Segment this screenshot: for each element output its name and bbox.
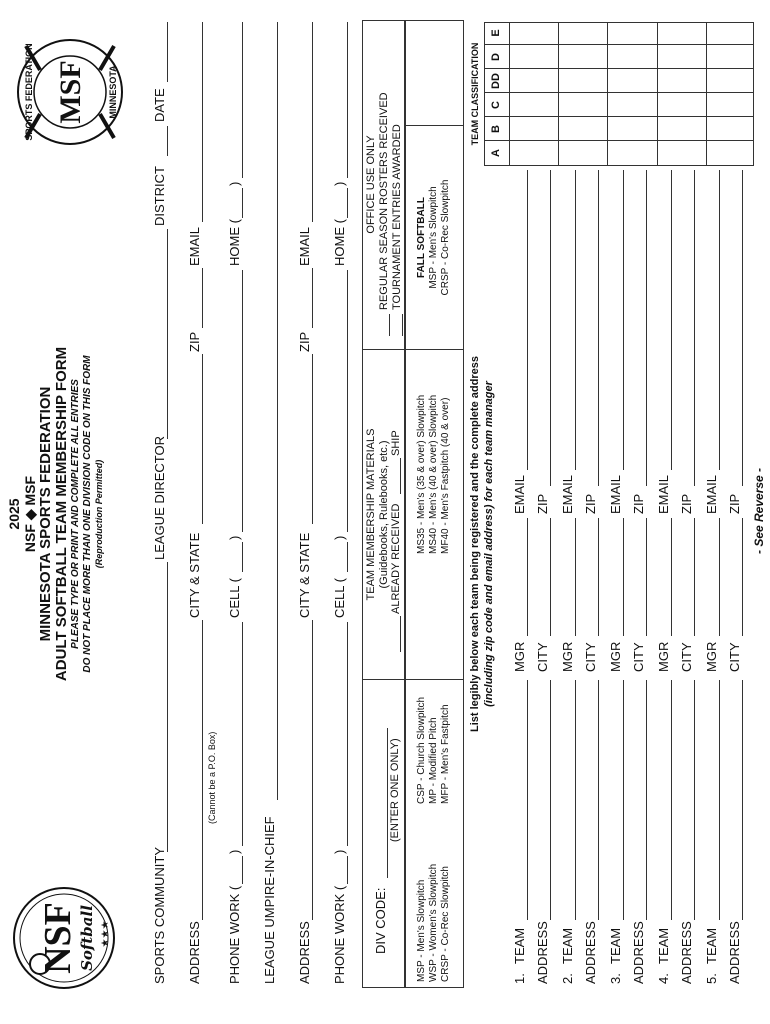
- manager-address-field[interactable]: [550, 680, 551, 920]
- team-number: 3.: [608, 973, 623, 984]
- director-cell-phone-field[interactable]: [242, 270, 243, 532]
- director-address-label: ADDRESS: [187, 921, 202, 984]
- director-email-field[interactable]: [202, 22, 203, 222]
- division-code: MSP - Men's Slowpitch: [428, 186, 439, 289]
- div-code-label: DIV CODE:: [373, 887, 388, 954]
- team-instructions: [468, 344, 496, 744]
- division-code: MS40 - Men's (40 & over) Slowpitch: [428, 394, 439, 554]
- classification-cell[interactable]: [509, 45, 558, 69]
- manager-address-label: ADDRESS: [679, 921, 694, 984]
- rosters-received-label: REGULAR SEASON ROSTERS RECEIVED: [378, 92, 390, 310]
- classification-cell[interactable]: [509, 117, 558, 141]
- classification-col-d: D: [490, 53, 502, 61]
- director-city-field[interactable]: [202, 354, 203, 524]
- classification-cell[interactable]: [706, 69, 755, 93]
- director-address-field[interactable]: [202, 620, 203, 920]
- manager-zip-field[interactable]: [598, 170, 599, 486]
- office-use-title: OFFICE USE ONLY: [365, 135, 377, 234]
- manager-field[interactable]: [575, 518, 576, 636]
- manager-zip-label: ZIP: [535, 493, 550, 514]
- classification-cell[interactable]: [509, 21, 558, 45]
- manager-address-field[interactable]: [694, 680, 695, 920]
- enter-one-note: (ENTER ONE ONLY): [389, 738, 401, 842]
- form-header: [6, 184, 105, 844]
- manager-label: MGR: [560, 641, 575, 672]
- umpire-home-label: HOME (: [332, 219, 347, 266]
- left-logo-main-text: NSF: [37, 902, 79, 974]
- team-label: TEAM: [704, 927, 719, 964]
- classification-cell[interactable]: [706, 21, 755, 45]
- umpire-work-area-field[interactable]: [347, 856, 348, 884]
- manager-city-field[interactable]: [598, 518, 599, 636]
- umpire-home-area-field[interactable]: [347, 188, 348, 218]
- nsf-softball-logo-icon: [8, 882, 120, 994]
- director-work-phone-field[interactable]: [242, 622, 243, 846]
- manager-email-label: EMAIL: [704, 474, 719, 514]
- ship-label: SHIP: [390, 430, 402, 456]
- classification-cell[interactable]: [558, 141, 607, 165]
- umpire-city-field[interactable]: [312, 354, 313, 524]
- date-label: DATE: [152, 88, 167, 122]
- box-divider: [362, 679, 464, 680]
- see-reverse-note: - See Reverse -: [752, 467, 766, 554]
- classification-col-e: E: [490, 29, 502, 37]
- manager-email-field[interactable]: [719, 170, 720, 470]
- paren-close: ): [227, 535, 242, 540]
- right-logo-main-text: MSF: [54, 60, 87, 124]
- codes-col-1: [416, 864, 452, 982]
- manager-field[interactable]: [671, 518, 672, 636]
- manager-email-label: EMAIL: [512, 474, 527, 514]
- district-label: DISTRICT: [152, 166, 167, 226]
- manager-address-label: ADDRESS: [583, 921, 598, 984]
- paren-close: ): [332, 181, 347, 186]
- manager-zip-field[interactable]: [742, 170, 743, 486]
- manager-label: MGR: [656, 641, 671, 672]
- team-label: TEAM: [608, 927, 623, 964]
- classification-cell[interactable]: [607, 117, 656, 141]
- classification-cell[interactable]: [607, 21, 656, 45]
- form-instruction-3: (Reproduction Permitted): [94, 459, 104, 569]
- league-umpire-field[interactable]: [277, 22, 278, 800]
- form-year: 2025: [6, 498, 22, 530]
- team-number: 2.: [560, 973, 575, 984]
- classification-col-a: A: [490, 149, 502, 157]
- classification-cell[interactable]: [706, 45, 755, 69]
- codes-col-3: [416, 395, 452, 554]
- manager-label: MGR: [512, 641, 527, 672]
- umpire-address-label: ADDRESS: [297, 921, 312, 984]
- division-code: MS35 - Men's (35 & over) Slowpitch: [416, 394, 427, 554]
- division-code: CRSP - Co-Rec Slowpitch: [440, 179, 451, 296]
- manager-email-field[interactable]: [527, 170, 528, 470]
- classification-cell[interactable]: [558, 117, 607, 141]
- manager-city-field[interactable]: [550, 518, 551, 636]
- materials-subtitle: (Guidebooks, Rulebooks, etc.): [378, 440, 390, 589]
- director-home-label: HOME (: [227, 219, 242, 266]
- team-number: 5.: [704, 973, 719, 984]
- div-code-field[interactable]: [387, 728, 388, 878]
- manager-label: MGR: [608, 641, 623, 672]
- manager-address-field[interactable]: [742, 680, 743, 920]
- manager-zip-field[interactable]: [694, 170, 695, 486]
- umpire-email-field[interactable]: [312, 22, 313, 222]
- manager-email-field[interactable]: [623, 170, 624, 470]
- manager-zip-field[interactable]: [550, 170, 551, 486]
- manager-city-label: CITY: [727, 642, 742, 672]
- classification-cell[interactable]: [706, 141, 755, 165]
- classification-cell[interactable]: [509, 69, 558, 93]
- manager-email-label: EMAIL: [656, 474, 671, 514]
- form-instruction-1: PLEASE TYPE OR PRINT AND COMPLETE ALL ENTRIES: [70, 379, 81, 649]
- org-name: MINNESOTA SPORTS FEDERATION: [37, 386, 54, 642]
- manager-zip-label: ZIP: [679, 493, 694, 514]
- team-classification-title: TEAM CLASSIFICATION: [470, 42, 480, 146]
- manager-city-label: CITY: [679, 642, 694, 672]
- umpire-city-label: CITY & STATE: [297, 532, 312, 618]
- classification-cell[interactable]: [509, 93, 558, 117]
- division-code: CRSP - Co-Rec Slowpitch: [440, 866, 451, 982]
- paren-close: ): [332, 535, 347, 540]
- umpire-cell-label: CELL (: [332, 578, 347, 618]
- classification-col-c: C: [490, 101, 502, 109]
- fall-softball-codes: [416, 126, 452, 349]
- team-name-field[interactable]: [527, 680, 528, 920]
- classification-cell[interactable]: [657, 141, 706, 165]
- director-home-phone-field[interactable]: [242, 22, 243, 178]
- classification-col-b: B: [490, 125, 502, 133]
- umpire-cell-phone-field[interactable]: [347, 270, 348, 532]
- manager-city-label: CITY: [583, 642, 598, 672]
- league-director-label: LEAGUE DIRECTOR: [152, 435, 167, 560]
- director-cell-area-field[interactable]: [242, 542, 243, 572]
- umpire-zip-field[interactable]: [312, 268, 313, 328]
- box-middle-rule: [404, 20, 406, 988]
- team-instruction-1: List legibly below each team being registered and the complete address: [469, 356, 481, 732]
- classification-cell[interactable]: [607, 141, 656, 165]
- manager-field[interactable]: [719, 518, 720, 636]
- classification-cell[interactable]: [657, 117, 706, 141]
- classification-cell[interactable]: [706, 93, 755, 117]
- manager-city-field[interactable]: [742, 518, 743, 636]
- fall-softball-title: FALL SOFTBALL: [416, 197, 427, 278]
- team-label: TEAM: [656, 927, 671, 964]
- director-cell-label: CELL (: [227, 578, 242, 618]
- manager-field[interactable]: [623, 518, 624, 636]
- materials-heading: [365, 350, 391, 679]
- right-logo-bottom-text: MINNESOTA: [108, 65, 118, 119]
- division-code: MFP - Men's Fastpitch: [440, 704, 451, 804]
- left-logo-stars: ★★★: [100, 920, 111, 948]
- manager-zip-label: ZIP: [727, 493, 742, 514]
- division-code: MP - Modified Pitch: [428, 717, 439, 804]
- manager-address-label: ADDRESS: [535, 921, 550, 984]
- form-instruction-2: DO NOT PLACE MORE THAN ONE DIVISION CODE ON THIS FORM: [82, 355, 93, 673]
- manager-email-label: EMAIL: [608, 474, 623, 514]
- umpire-address-field[interactable]: [312, 620, 313, 920]
- classification-cell[interactable]: [607, 45, 656, 69]
- team-classification-grid: [484, 22, 754, 166]
- team-name-field[interactable]: [575, 680, 576, 920]
- team-name-field[interactable]: [671, 680, 672, 920]
- manager-address-label: ADDRESS: [727, 921, 742, 984]
- classification-cell[interactable]: [706, 117, 755, 141]
- director-phone-work-label: PHONE WORK (: [227, 885, 242, 984]
- division-code: CSP - Church Slowpitch: [416, 696, 427, 804]
- date-field[interactable]: [167, 22, 168, 82]
- paren-close: ): [227, 181, 242, 186]
- manager-email-field[interactable]: [575, 170, 576, 470]
- classification-cell[interactable]: [657, 21, 706, 45]
- manager-city-label: CITY: [535, 642, 550, 672]
- director-zip-field[interactable]: [202, 268, 203, 328]
- tournament-entries-checkbox[interactable]: [402, 314, 403, 336]
- director-email-label: EMAIL: [187, 226, 202, 266]
- sports-community-field[interactable]: [167, 562, 168, 852]
- manager-zip-label: ZIP: [631, 493, 646, 514]
- team-name-field[interactable]: [623, 680, 624, 920]
- manager-address-field[interactable]: [646, 680, 647, 920]
- manager-zip-field[interactable]: [646, 170, 647, 486]
- manager-field[interactable]: [527, 518, 528, 636]
- umpire-work-phone-field[interactable]: [347, 622, 348, 846]
- classification-cell[interactable]: [509, 141, 558, 165]
- rosters-received-checkbox[interactable]: [389, 314, 390, 336]
- org-abbrev: NSF ◆ MSF: [22, 475, 38, 553]
- classification-cell[interactable]: [607, 69, 656, 93]
- league-director-field[interactable]: [167, 229, 168, 439]
- paren-close: ): [227, 849, 242, 854]
- manager-city-label: CITY: [631, 642, 646, 672]
- director-zip-label: ZIP: [187, 331, 202, 352]
- team-number: 4.: [656, 973, 671, 984]
- materials-title: TEAM MEMBERSHIP MATERIALS: [365, 428, 377, 601]
- right-logo-top-text: SPORTS FEDERATION: [24, 43, 34, 141]
- umpire-zip-label: ZIP: [297, 331, 312, 352]
- manager-city-field[interactable]: [694, 518, 695, 636]
- division-code: MF40 - Men's Fastpitch (40 & over): [440, 397, 451, 554]
- address-note: (Cannot be a P.O. Box): [207, 731, 217, 824]
- umpire-phone-work-label: PHONE WORK (: [332, 885, 347, 984]
- team-label: TEAM: [512, 927, 527, 964]
- tournament-entries-label: TOURNAMENT ENTRIES AWARDED: [391, 124, 403, 310]
- district-field[interactable]: [167, 126, 168, 156]
- form-title: ADULT SOFTBALL TEAM MEMBERSHIP FORM: [53, 346, 70, 682]
- classification-cell[interactable]: [558, 21, 607, 45]
- manager-address-label: ADDRESS: [631, 921, 646, 984]
- umpire-email-label: EMAIL: [297, 226, 312, 266]
- classification-cell[interactable]: [607, 93, 656, 117]
- paren-close: ): [332, 849, 347, 854]
- codes-col-2: [416, 697, 452, 804]
- sports-community-label: SPORTS COMMUNITY: [152, 847, 167, 984]
- manager-zip-label: ZIP: [583, 493, 598, 514]
- classification-cell[interactable]: [657, 93, 706, 117]
- classification-cell[interactable]: [558, 93, 607, 117]
- msf-seal-icon: [10, 32, 130, 152]
- classification-cell[interactable]: [558, 69, 607, 93]
- team-number: 1.: [512, 973, 527, 984]
- classification-cell[interactable]: [657, 45, 706, 69]
- division-code: MSP - Men's Slowpitch: [416, 879, 427, 982]
- umpire-home-phone-field[interactable]: [347, 22, 348, 178]
- manager-city-field[interactable]: [646, 518, 647, 636]
- director-city-label: CITY & STATE: [187, 532, 202, 618]
- team-label: TEAM: [560, 927, 575, 964]
- ship-checkbox[interactable]: [400, 458, 401, 494]
- manager-label: MGR: [704, 641, 719, 672]
- team-instruction-2: (including zip code and email address) for each team manager: [483, 381, 495, 707]
- umpire-cell-area-field[interactable]: [347, 542, 348, 572]
- manager-email-label: EMAIL: [560, 474, 575, 514]
- classification-cell[interactable]: [657, 69, 706, 93]
- manager-email-field[interactable]: [671, 170, 672, 470]
- already-received-label: ALREADY RECEIVED: [390, 503, 402, 614]
- classification-col-dd: DD: [490, 73, 502, 89]
- director-home-area-field[interactable]: [242, 188, 243, 218]
- division-code: WSP - Women's Slowpitch: [428, 863, 439, 982]
- league-umpire-label: LEAGUE UMPIRE-IN-CHIEF: [262, 816, 277, 984]
- director-work-area-field[interactable]: [242, 856, 243, 884]
- left-logo-script-text: Softball: [78, 905, 96, 971]
- already-received-checkbox[interactable]: [400, 616, 401, 652]
- manager-address-field[interactable]: [598, 680, 599, 920]
- classification-cell[interactable]: [558, 45, 607, 69]
- team-name-field[interactable]: [719, 680, 720, 920]
